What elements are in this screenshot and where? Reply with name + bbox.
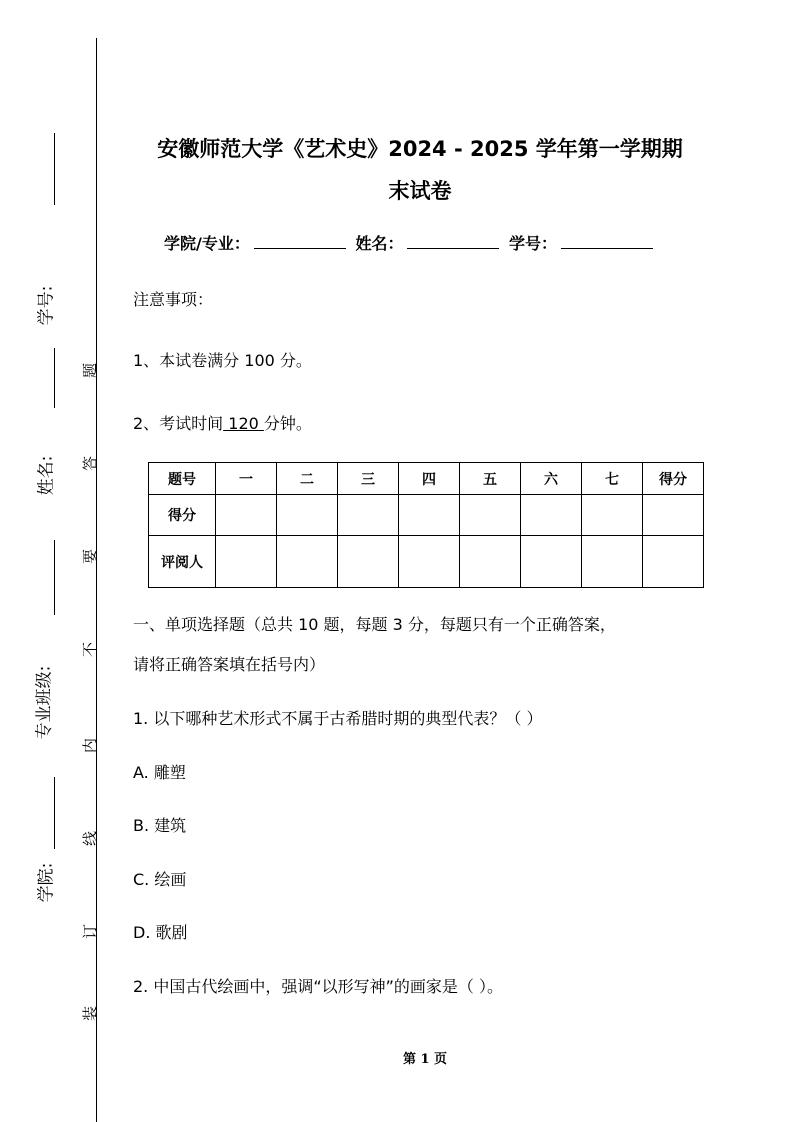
table-cell — [399, 495, 460, 536]
field-underline — [54, 348, 55, 408]
table-cell — [582, 495, 643, 536]
exam-duration: 120 — [223, 414, 264, 433]
table-cell — [521, 536, 582, 588]
page-title-line2: 末试卷 — [388, 179, 452, 203]
note-item — [133, 411, 312, 434]
margin-field-class: 专业班级: — [34, 665, 55, 740]
row-label: 评阅人 — [149, 536, 216, 588]
table-cell — [216, 536, 277, 588]
table-header-cell: 三 — [338, 463, 399, 495]
student-info — [164, 231, 657, 254]
table-cell — [582, 536, 643, 588]
page-title: 安徽师范大学《艺术史》2024 - 2025 学年第一学期期 — [157, 137, 683, 161]
table-cell — [643, 495, 704, 536]
seal-char: 内 — [81, 737, 100, 754]
margin-field-id: 学号: — [36, 285, 57, 326]
table-header-cell: 四 — [399, 463, 460, 495]
id-label: 学号： — [509, 234, 558, 253]
table-row — [149, 536, 704, 588]
question-stem: 2. 中国古代绘画中，强调“以形写神”的画家是（ ）。 — [133, 977, 504, 996]
option: D. 歌剧 — [133, 923, 188, 942]
score-table — [148, 462, 704, 588]
table-row — [149, 495, 704, 536]
name-label: 姓名： — [355, 234, 404, 253]
margin-field-college: 学院: — [36, 862, 57, 903]
field-underline — [54, 540, 55, 615]
note-item: 1、本试卷满分 100 分。 — [133, 351, 312, 370]
table-cell — [399, 536, 460, 588]
note-text: 2、考试时间 — [133, 414, 224, 433]
seal-char: 装 — [81, 1005, 100, 1022]
margin-field-name: 姓名: — [36, 455, 57, 496]
table-header-cell: 题号 — [149, 463, 216, 495]
college-blank — [254, 234, 346, 249]
college-label: 学院/专业： — [164, 234, 250, 253]
table-header-cell: 五 — [460, 463, 521, 495]
seal-char: 要 — [81, 548, 100, 565]
name-blank — [407, 234, 499, 249]
row-label: 得分 — [149, 495, 216, 536]
table-row — [149, 463, 704, 495]
table-cell — [277, 536, 338, 588]
table-header-cell: 七 — [582, 463, 643, 495]
field-underline — [54, 133, 55, 205]
seal-char: 题 — [81, 362, 100, 379]
seal-char: 线 — [81, 830, 100, 847]
question-stem: 1. 以下哪种艺术形式不属于古希腊时期的典型代表？（ ） — [133, 709, 543, 728]
note-text: 分钟。 — [263, 414, 312, 433]
option: A. 雕塑 — [133, 763, 186, 782]
notes-heading: 注意事项： — [133, 290, 214, 309]
table-header-cell: 六 — [521, 463, 582, 495]
option: C. 绘画 — [133, 870, 187, 889]
table-cell — [521, 495, 582, 536]
table-cell — [643, 536, 704, 588]
table-cell — [338, 536, 399, 588]
section-heading: 一、单项选择题（总共 10 题，每题 3 分，每题只有一个正确答案， — [133, 615, 616, 634]
table-header-cell: 一 — [216, 463, 277, 495]
table-header-cell: 得分 — [643, 463, 704, 495]
table-header-cell: 二 — [277, 463, 338, 495]
option: B. 建筑 — [133, 816, 187, 835]
id-blank — [561, 234, 653, 249]
seal-char: 订 — [81, 923, 100, 940]
seal-char: 不 — [81, 641, 100, 658]
table-cell — [216, 495, 277, 536]
table-cell — [460, 536, 521, 588]
field-underline — [54, 777, 55, 849]
section-heading-line2: 请将正确答案填在括号内） — [133, 655, 326, 674]
table-cell — [277, 495, 338, 536]
seal-char: 答 — [81, 455, 100, 472]
binding-line — [96, 38, 97, 1122]
page-number: 第 1 页 — [402, 1052, 448, 1067]
table-cell — [460, 495, 521, 536]
table-cell — [338, 495, 399, 536]
